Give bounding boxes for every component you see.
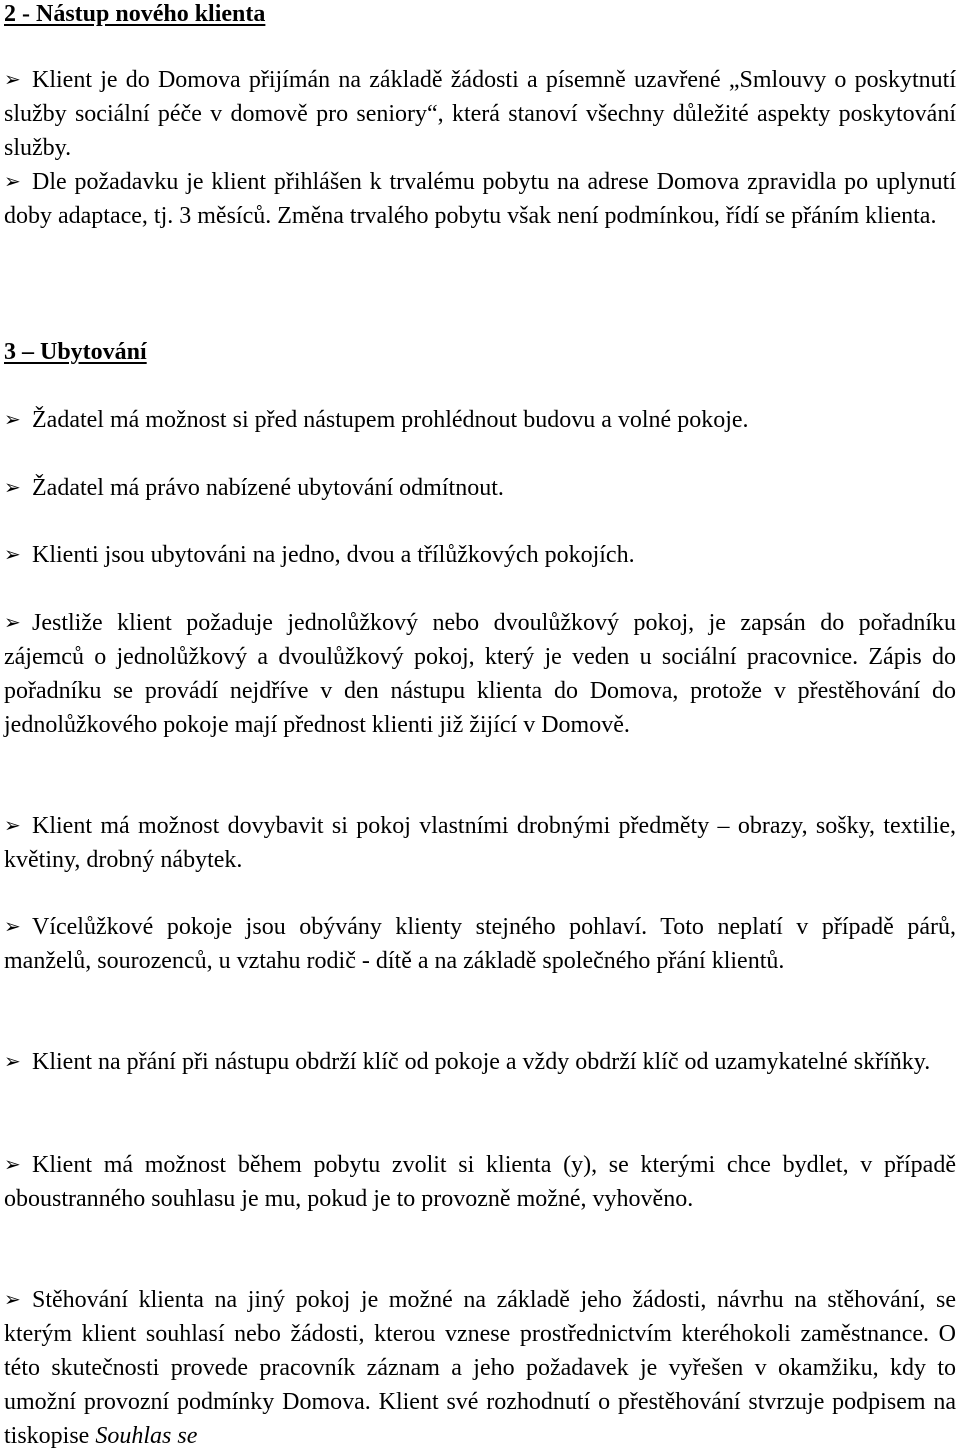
list-item (4, 605, 956, 742)
list-item-text: Jestliže klient požaduje jednolůžkový nebo dvoulůžkový pokoj, je zapsán do pořadníku zájemců o jednolůžkový a dvoulůžkový pokoj, který je veden u sociální pracovnice. Zápis do pořadníku se provádí nejdříve v den nástupu klienta do Domova, protože v přestěhování do jednolůžkového pokoje mají přednost klienti již žijící v Domově. (4, 610, 956, 738)
list-item (4, 1282, 956, 1453)
list-item-text: Klienti jsou ubytováni na jedno, dvou a třílůžkových pokojích. (32, 542, 635, 568)
bullet-arrow-icon: ➢ (4, 169, 21, 193)
bullet-arrow-icon: ➢ (4, 542, 21, 566)
list-item-text: Dle požadavku je klient přihlášen k trvalému pobytu na adrese Domova zpravidla po uplynutí doby adaptace, tj. 3 měsíců. Změna trvalého pobytu však není podmínkou, řídí se přáním klienta. (4, 169, 956, 229)
list-item (4, 470, 956, 505)
list-item (4, 402, 956, 437)
list-item (4, 808, 956, 877)
bullet-arrow-icon: ➢ (4, 914, 21, 938)
list-item (4, 909, 956, 978)
bullet-arrow-icon: ➢ (4, 1049, 21, 1073)
list-item (4, 164, 956, 233)
list-item-text: Žadatel má možnost si před nástupem prohlédnout budovu a volné pokoje. (32, 407, 749, 433)
list-item (4, 537, 956, 572)
bullet-arrow-icon: ➢ (4, 67, 21, 91)
list-item-text: Žadatel má právo nabízené ubytování odmítnout. (32, 475, 504, 501)
list-item (4, 1044, 956, 1079)
bullet-arrow-icon: ➢ (4, 407, 21, 431)
bullet-arrow-icon: ➢ (4, 1287, 21, 1311)
bullet-arrow-icon: ➢ (4, 610, 21, 634)
list-item-text: Klient má možnost dovybavit si pokoj vlastními drobnými předměty – obrazy, sošky, textilie, květiny, drobný nábytek. (4, 813, 956, 873)
bullet-arrow-icon: ➢ (4, 475, 21, 499)
list-item (4, 1147, 956, 1216)
bullet-arrow-icon: ➢ (4, 813, 21, 837)
list-item (4, 62, 956, 165)
list-item-text: Klient má možnost během pobytu zvolit si klienta (y), se kterými chce bydlet, v případě oboustranného souhlasu je mu, pokud je to provozně možné, vyhověno. (4, 1152, 956, 1212)
bullet-arrow-icon: ➢ (4, 1152, 21, 1176)
list-item-text: Stěhování klienta na jiný pokoj je možné na základě jeho žádosti, návrhu na stěhování, se kterým klient souhlasí nebo žádosti, kterou vznese prostřednictvím kteréhokoli zaměstnance. O této skutečnosti provede pracovník záznam a jeho požadavek je vyřešen v okamžiku, kdy to umožní provozní podmínky Domova. Klient své rozhodnutí o přestěhování stvrzuje podpisem na tiskopise (4, 1287, 956, 1449)
form-name-text: Souhlas se (95, 1423, 198, 1449)
list-item-text: Klient na přání při nástupu obdrží klíč od pokoje a vždy obdrží klíč od uzamykatelné skříňky. (32, 1049, 931, 1075)
section-heading-2: 2 - Nástup nového klienta (4, 1, 266, 27)
list-item-text: Klient je do Domova přijímán na základě žádosti a písemně uzavřené „Smlouvy o poskytnutí služby sociální péče v domově pro seniory“, která stanoví všechny důležité aspekty poskytování služby. (4, 67, 956, 161)
section-heading-3: 3 – Ubytování (4, 339, 147, 365)
list-item-text: Vícelůžkové pokoje jsou obývány klienty stejného pohlaví. Toto neplatí v případě párů, manželů, sourozenců, u vztahu rodič - dítě a na základě společného přání klientů. (4, 914, 956, 974)
